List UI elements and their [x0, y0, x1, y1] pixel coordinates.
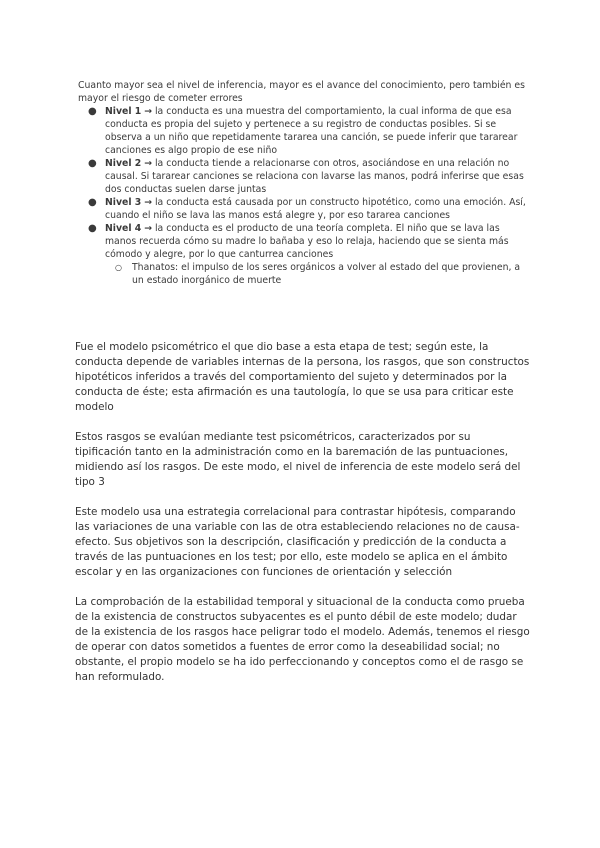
level-name: Nivel 1 [105, 106, 142, 117]
intro-lead: Cuanto mayor sea el nivel de inferencia, mayor es el avance del conocimiento, pero también es mayor el riesgo de cometer errores [78, 80, 525, 104]
level-text: la conducta tiende a relacionarse con otros, asociándose en una relación no causal. Si tararear canciones se relaciona con lavarse las manos, podrá inferirse que esas dos conductas suelen darse juntas [105, 158, 524, 195]
arrow-icon: → [144, 223, 152, 234]
level-name: Nivel 2 [105, 158, 142, 169]
list-item-level-1 [78, 105, 528, 157]
paragraph-correlational-strategy: Este modelo usa una estrategia correlacional para contrastar hipótesis, comparando las variaciones de una variable con las de otra estableciendo relaciones no de causa-efecto. Sus objetivos son la descripción, clasificación y predicción de la conducta a través de las puntuaciones en los test; por ello, este modelo se aplica en el ámbito escolar y en las organizaciones con funciones de orientación y selección [75, 506, 520, 578]
bullet-icon: ● [88, 158, 97, 169]
level-name: Nivel 3 [105, 197, 142, 208]
bullet-icon: ● [88, 223, 97, 234]
level-4-sublist [78, 261, 528, 287]
list-item-thanatos [105, 261, 528, 287]
arrow-icon: → [144, 106, 152, 117]
list-item-level-3 [78, 196, 528, 222]
levels-list [78, 105, 528, 261]
level-text: la conducta es el producto de una teoría completa. El niño que se lava las manos recuerda cómo su madre lo bañaba y eso lo relaja, haciendo que se sienta más cómodo y alegre, por lo que canturrea canciones [105, 223, 509, 260]
inference-levels-block [78, 79, 528, 287]
list-item-level-4 [78, 222, 528, 261]
paragraph-psychometric-model: Fue el modelo psicométrico el que dio base a esta etapa de test; según este, la conducta depende de variables internas de la persona, los rasgos, que son constructos hipotéticos inferidos a través del comportamiento del sujeto y determinados por la conducta de éste; esta afirmación es una tautología, lo que se usa para criticar este modelo [75, 341, 530, 413]
paragraph-weak-point: La comprobación de la estabilidad temporal y situacional de la conducta como prueba de la existencia de constructos subyacentes es el punto débil de este modelo; dudar de la existencia de los rasgos hace peligrar todo el modelo. Además, tenemos el riesgo de operar con datos sometidos a fuentes de error como la deseabilidad social; no obstante, el propio modelo se ha ido perfeccionando y conceptos como el de rasgo se han reformulado. [75, 596, 530, 683]
thanatos-text: Thanatos: el impulso de los seres orgánicos a volver al estado del que provienen, a un estado inorgánico de muerte [132, 262, 521, 286]
arrow-icon: → [144, 158, 152, 169]
level-text: la conducta está causada por un constructo hipotético, como una emoción. Así, cuando el niño se lava las manos está alegre y, por eso tararea canciones [105, 197, 526, 221]
level-name: Nivel 4 [105, 223, 142, 234]
bullet-icon: ● [88, 197, 97, 208]
list-item-level-2 [78, 157, 528, 196]
paragraph-traits: Estos rasgos se evalúan mediante test psicométricos, caracterizados por su tipificación tanto en la administración como en la baremación de las puntuaciones, midiendo así los rasgos. De este modo, el nivel de inferencia de este modelo será del tipo 3 [75, 431, 521, 488]
body-text [75, 340, 530, 700]
circle-bullet-icon: ○ [115, 263, 122, 272]
arrow-icon: → [144, 197, 152, 208]
level-text: la conducta es una muestra del comportamiento, la cual informa de que esa conducta es propia del sujeto y pertenece a su registro de conductas posibles. Si se observa a un niño que repetidamente tararea una canción, se puede inferir que tararear canciones es algo propio de ese niño [105, 106, 518, 156]
bullet-icon: ● [88, 106, 97, 117]
